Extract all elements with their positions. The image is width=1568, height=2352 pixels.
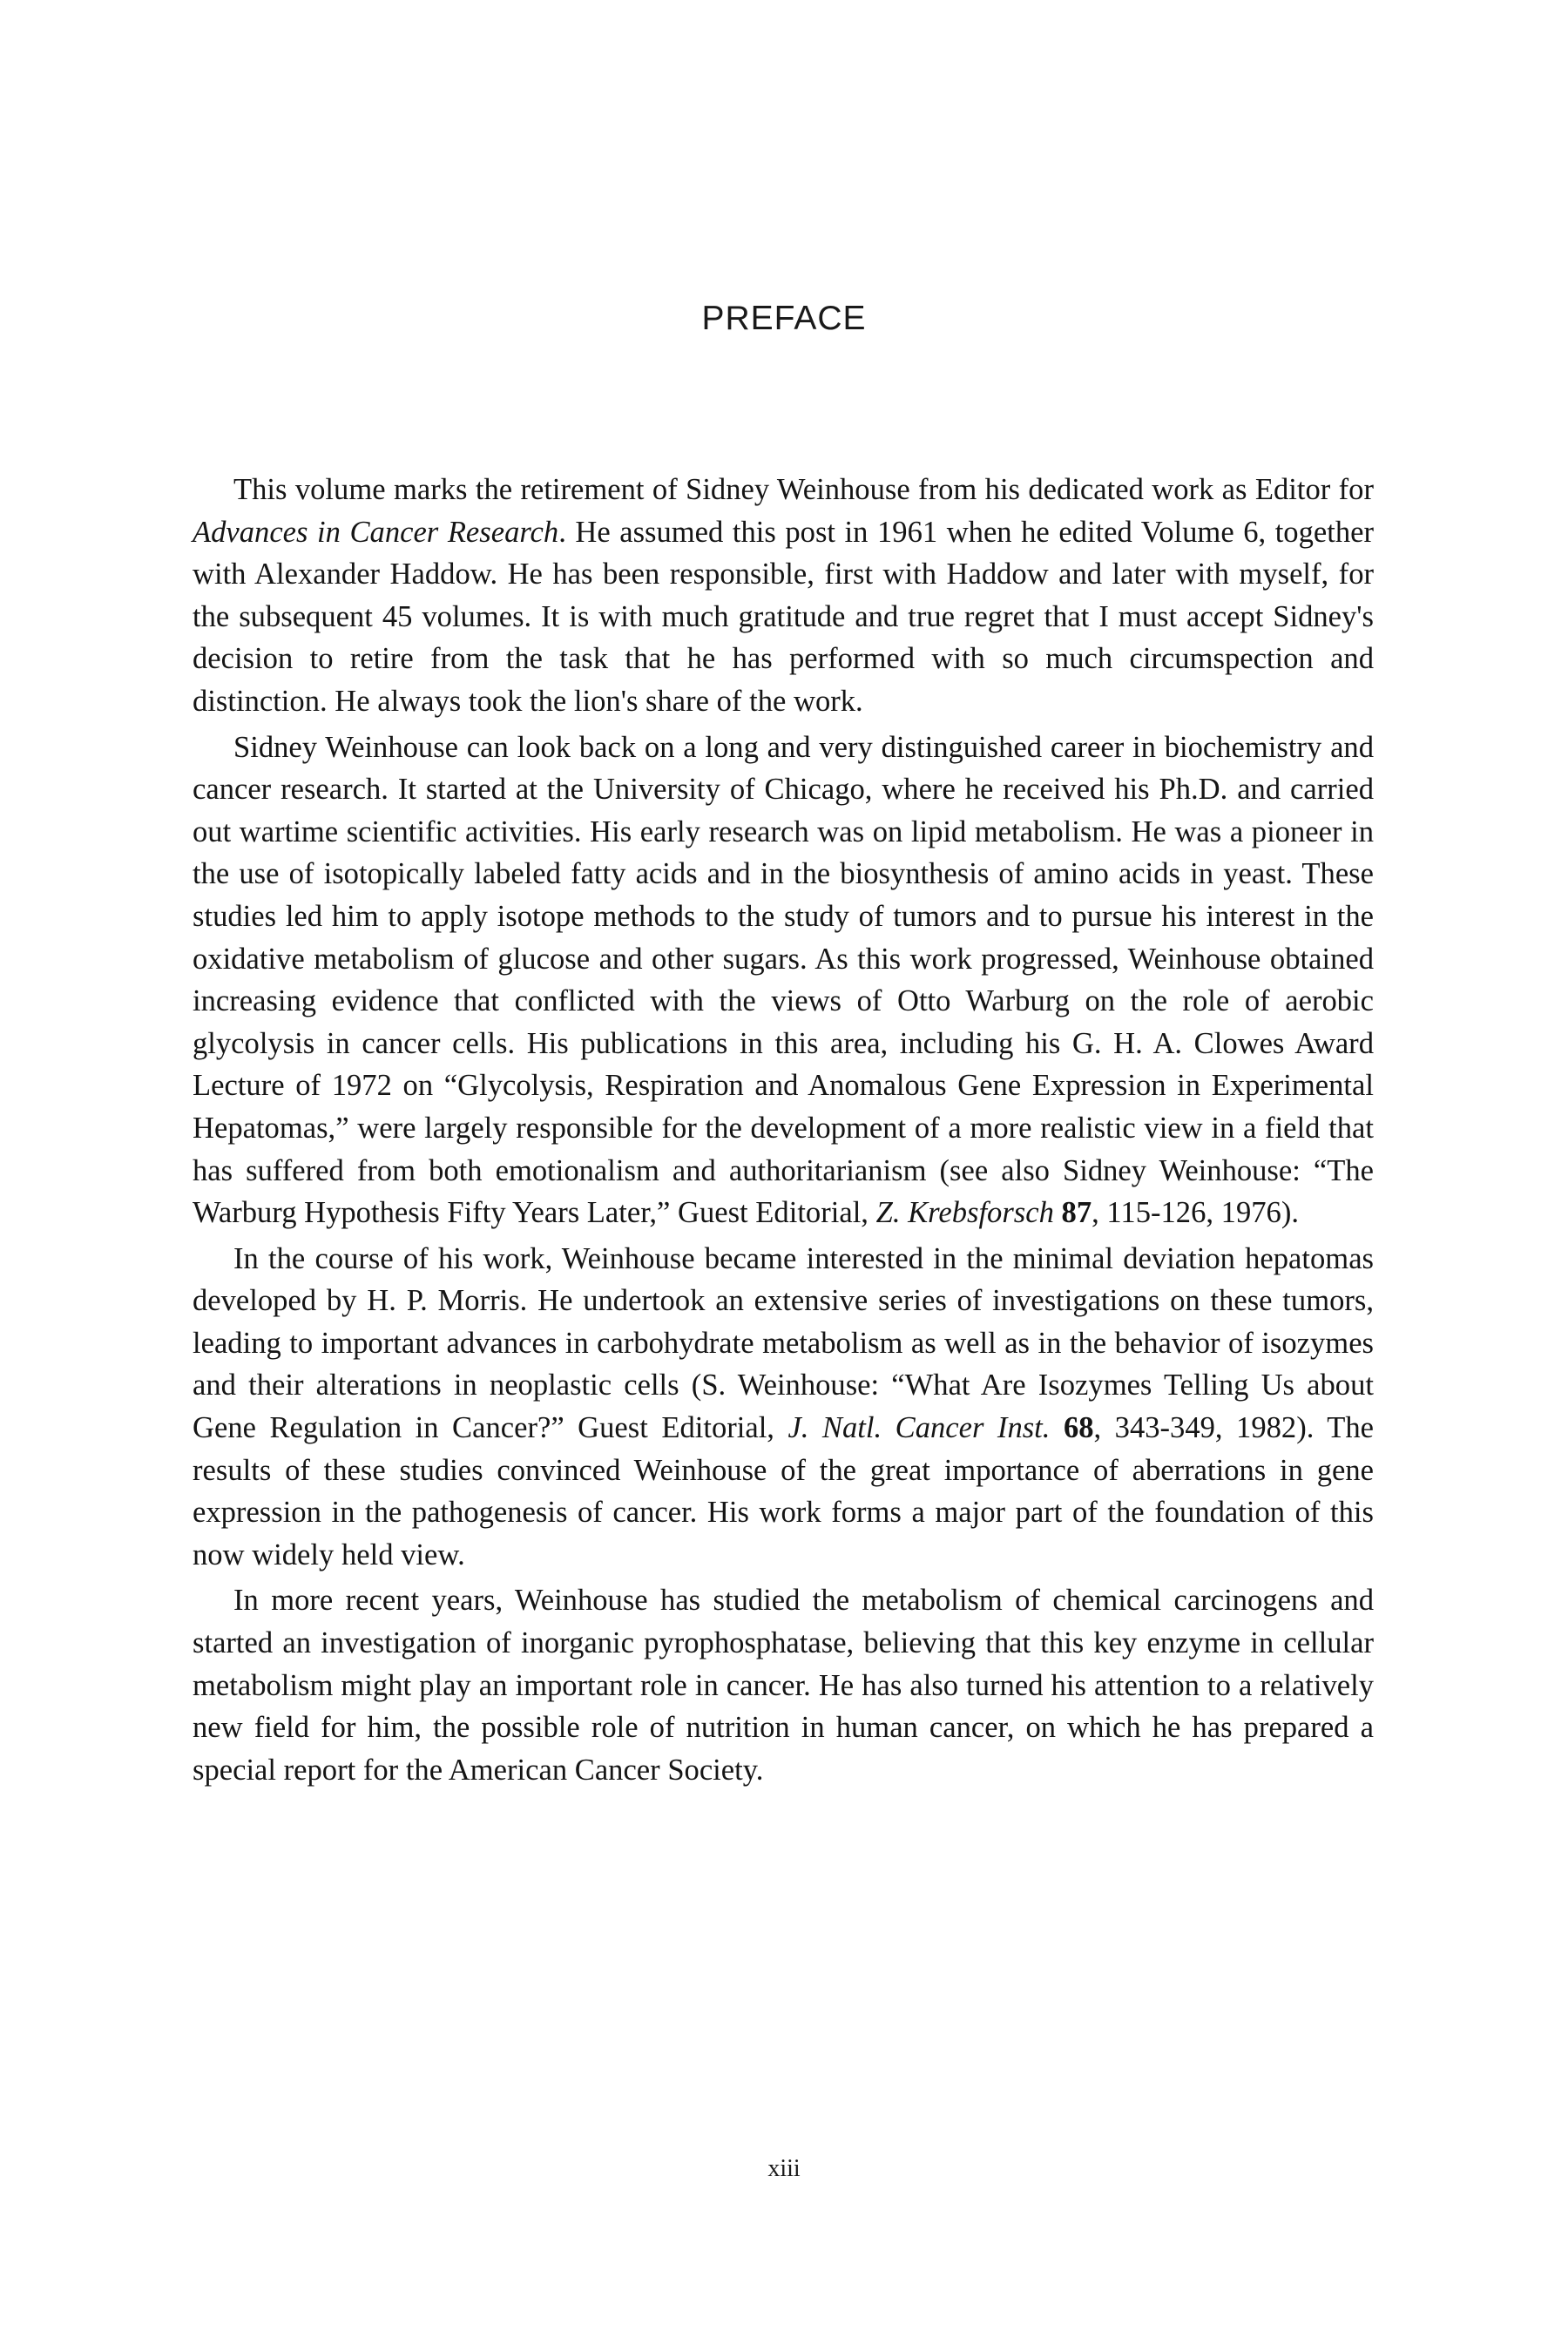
paragraph-4 xyxy=(193,1579,1374,1791)
paragraph-2 xyxy=(193,727,1374,1234)
preface-body xyxy=(193,469,1374,1794)
text-run: In the course of his work, Weinhouse became interested in the minimal deviation hepatomas developed by H. P. Morris. He undertook an extensive series of investigations on these tumors, leading to important advances in carbohydrate metabolism as well as in the behavior of isozymes and their alterations in neoplastic cells (S. Weinhouse: “What Are Isozymes Telling Us about Gene Regulation in Cancer?” Guest Editorial, xyxy=(193,1241,1374,1445)
journal-title-italic: Advances in Cancer Research xyxy=(193,515,559,549)
text-run: , 115-126, 1976). xyxy=(1092,1196,1299,1230)
volume-number-bold: 87 xyxy=(1061,1196,1092,1230)
paragraph-1 xyxy=(193,469,1374,723)
journal-title-italic: J. Natl. Cancer Inst. xyxy=(787,1411,1051,1445)
journal-title-italic: Z. Krebsforsch xyxy=(875,1196,1054,1230)
text-run xyxy=(1054,1196,1062,1229)
text-run xyxy=(1050,1411,1064,1444)
text-run: In more recent years, Weinhouse has studied the metabolism of chemical carcinogens and started an investigation of inorganic pyrophosphatase, believing that this key enzyme in cellular metabolism might play an important role in cancer. He has also turned his attention to a relatively new field for him, the possible role of nutrition in human cancer, on which he has prepared a special report for the American Cancer Society. xyxy=(193,1584,1374,1787)
text-run: This volume marks the retirement of Sidney Weinhouse from his dedicated work as Editor for xyxy=(233,473,1374,506)
paragraph-3 xyxy=(193,1238,1374,1577)
text-run: , 343-349, 1982). The results of these studies convinced Weinhouse of the great importance of aberrations in gene expression in the pathogenesis of cancer. His work forms a major part of the foundation of this now widely held view. xyxy=(193,1411,1374,1571)
volume-number-bold: 68 xyxy=(1063,1411,1094,1445)
page-title: PREFACE xyxy=(701,300,867,337)
text-run: Sidney Weinhouse can look back on a long and very distinguished career in biochemistry and cancer research. It started at the University of Chicago, where he received his Ph.D. and carried out wartime scientific activities. His early research was on lipid metabolism. He was a pioneer in the use of isotopically labeled fatty acids and in the biosynthesis of amino acids in yeast. These studies led him to apply isotope methods to the study of tumors and to pursue his interest in the oxidative metabolism of glucose and other sugars. As this work progressed, Weinhouse obtained increasing evidence that conflicted with the views of Otto Warburg on the role of aerobic glycolysis in cancer cells. His publications in this area, including his G. H. A. Clowes Award Lecture of 1972 on “Glycolysis, Respiration and Anomalous Gene Expression in Experimental Hepatomas,” were largely responsible for the development of a more realistic view in a field that has suffered from both emotionalism and authoritarianism (see also Sidney Weinhouse: “The Warburg Hypothesis Fifty Years Later,” Guest Editorial, xyxy=(193,730,1374,1230)
text-run: . He assumed this post in 1961 when he edited Volume 6, together with Alexander Haddow. He has been responsible, first with Haddow and later with myself, for the subsequent 45 volumes. It is with much gratitude and true regret that I must accept Sidney's decision to retire from the task that he has performed with so much circumspection and distinction. He always took the lion's share of the work. xyxy=(193,515,1374,718)
page-number: xiii xyxy=(767,2155,801,2182)
